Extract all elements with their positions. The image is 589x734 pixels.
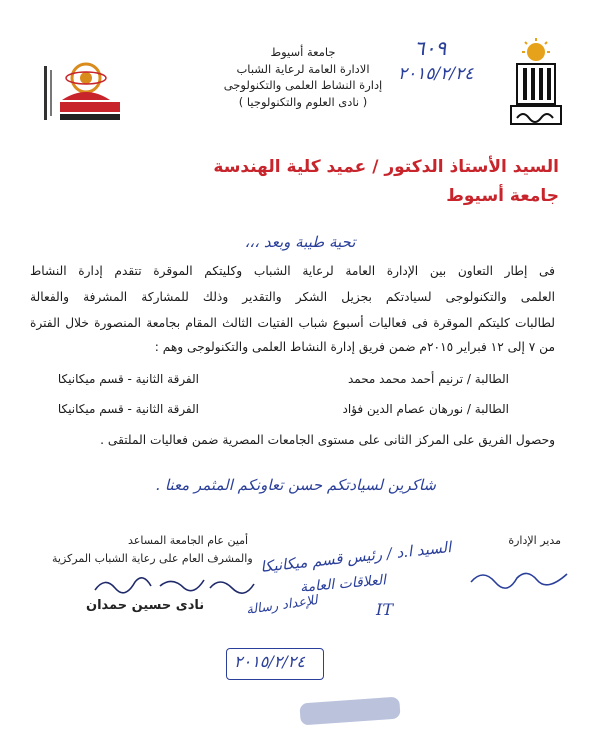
addressee-university: جامعة أسيوط — [446, 186, 559, 206]
handwritten-note-2: العلاقات العامة — [299, 572, 387, 596]
closing-line: وحصول الفريق على المركز الثانى على مستوى الجامعات المصرية ضمن فعاليات الملتقى . — [100, 433, 555, 447]
student-1-name: الطالبة / ترنيم أحمد محمد محمد — [347, 372, 509, 386]
ink-smudge — [299, 697, 400, 726]
student-1-dept: الفرقة الثانية - قسم ميكانيكا — [57, 372, 199, 386]
admin-name: الادارة العامة لرعاية الشباب — [236, 61, 370, 76]
science-technology-club-logo-icon — [38, 56, 130, 132]
student-2-dept: الفرقة الثانية - قسم ميكانيكا — [57, 402, 199, 416]
university-name: جامعة أسيوط — [270, 45, 336, 59]
director-title: مدير الإدارة — [508, 534, 561, 547]
body-line-4: من ٧ إلى ١٢ فبراير ٢٠١٥م ضمن فريق إدارة النشاط العلمى والتكنولوجى وهم : — [154, 340, 555, 354]
greeting: تحية طيبة وبعد ،،، — [244, 233, 356, 251]
body-line-1: فى إطار التعاون بين الإدارة العامة لرعاية الشباب وكليتكم الموقرة تتقدم إدارة النشاط — [30, 264, 555, 278]
handwritten-note-3: للإعداد رسالة — [245, 593, 319, 618]
sec-gen-name: نادى حسين حمدان — [86, 598, 205, 613]
body-line-3: لطالبات كليتكم الموقرة فى فعاليات أسبوع شباب الفتيات الثالث المقام بجامعة المنصورة خلال الفترة — [30, 316, 555, 330]
club-name: ( نادى العلوم والتكنولوجيا ) — [238, 94, 368, 109]
letterhead — [188, 44, 418, 110]
handwritten-date-top: ٢٠١٥/٢/٢٤ — [398, 64, 474, 84]
department-name: إدارة النشاط العلمى والتكنولوجى — [223, 78, 383, 92]
body-line-2: العلمى والتكنولوجى لسيادتكم بجزيل الشكر والتقدير وذلك للمشاركة المشرفة والفعالة — [30, 290, 555, 304]
sec-gen-title-2: والمشرف العام على رعاية الشباب المركزية — [52, 552, 253, 565]
handwritten-note-it: IT — [376, 600, 393, 619]
addressee-title: السيد الأستاذ الدكتور / عميد كلية الهندسة — [213, 157, 559, 177]
handwritten-note-1: السيد ا.د / رئيس قسم ميكانيكا — [259, 538, 453, 576]
student-2-name: الطالبة / نورهان عصام الدين فؤاد — [342, 402, 509, 416]
signature-scribble-icon — [90, 566, 260, 600]
handwritten-date-bottom: ٢٠١٥/٢/٢٤ — [234, 652, 305, 671]
sec-gen-title-1: أمين عام الجامعة المساعد — [128, 534, 249, 547]
director-signature-icon — [466, 562, 576, 592]
thanks-line: شاكرين لسيادتكم حسن تعاونكم المثمر معنا . — [155, 476, 436, 494]
assiut-university-logo-icon — [505, 36, 567, 128]
handwritten-ref-number: ٦٠٩ — [414, 36, 447, 60]
